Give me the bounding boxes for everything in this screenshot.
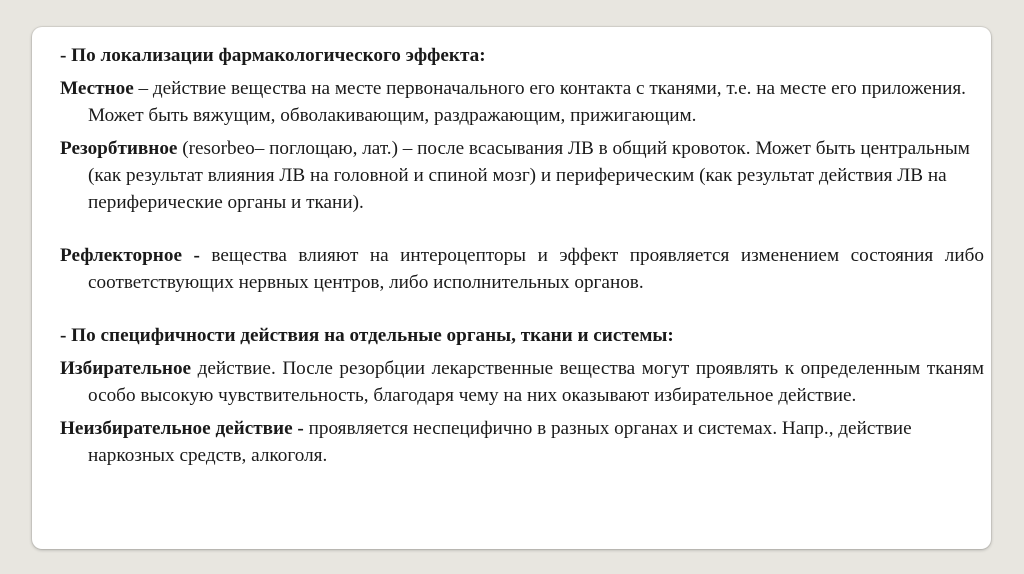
text-reflex: вещества влияют на интероцепторы и эффект проявляется изменением состояния либо соответствующих нервных центров, либо исполнительных органов. [88,245,984,293]
term-resorptive: Резорбтивное [60,138,178,159]
paragraph-resorptive [60,135,984,216]
text-local: – действие вещества на месте первоначального его контакта с тканями, т.е. на месте его приложения. Может быть вяжущим, обволакивающим, раздражающим, прижигающим. [88,78,966,126]
paragraph-nonselective [60,415,984,469]
term-local: Местное [60,78,134,99]
term-reflex: Рефлекторное - [60,245,200,266]
term-selective: Избирательное [60,358,192,379]
term-nonselective: Неизбирательное действие - [60,418,304,439]
paragraph-selective [60,355,984,409]
section-heading-specificity: - По специфичности действия на отдельные органы, ткани и системы: [60,325,674,346]
paragraph-reflex [60,242,984,296]
text-resorptive: (resorbeo– поглощаю, лат.) – после всасывания ЛВ в общий кровоток. Может быть центральным (как результат влияния ЛВ на головной и спиной мозг) и периферическим (как результат действия ЛВ на периферические органы и ткани). [88,138,970,213]
paragraph-local [60,75,984,129]
section-heading-localization: - По локализации фармакологического эффекта: [60,45,486,66]
slide-content [60,42,984,469]
text-selective: действие. После резорбции лекарственные вещества могут проявлять к определенным тканям особо высокую чувствительность, благодаря чему на них оказывают избирательное действие. [88,358,984,406]
text-nonselective: проявляется неспецифично в разных органах и системах. Напр., действие наркозных средств, алкоголя. [88,418,912,466]
